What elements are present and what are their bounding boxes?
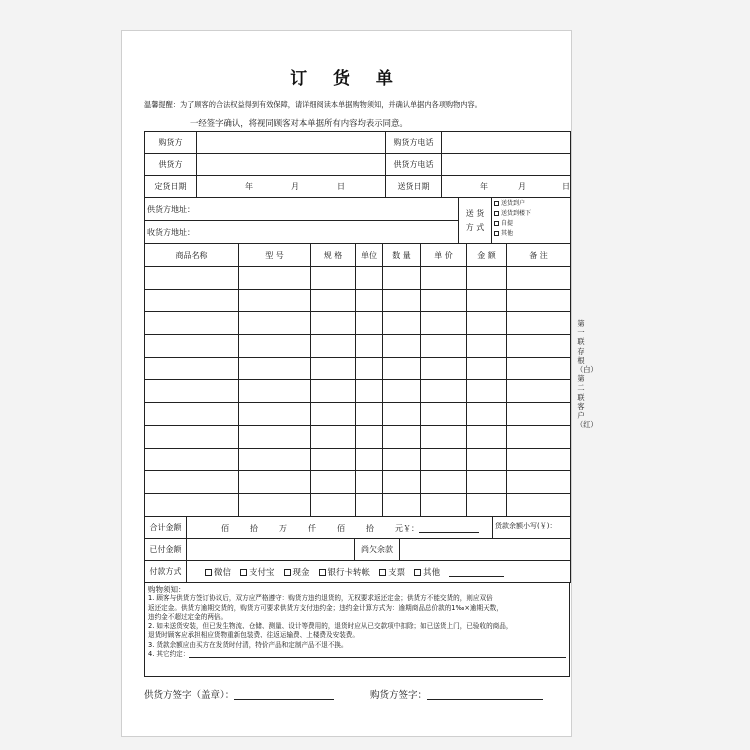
table-cell[interactable] xyxy=(239,425,311,448)
header-table xyxy=(144,131,571,198)
table-cell[interactable] xyxy=(383,380,421,403)
table-cell[interactable] xyxy=(239,289,311,312)
payment-option-label: 支付宝 xyxy=(249,567,275,578)
paid-amount-field[interactable] xyxy=(187,539,355,561)
table-cell[interactable] xyxy=(239,312,311,335)
other-terms-label: 4. 其它约定： xyxy=(148,650,190,659)
notes-line: 1. 顾客与供货方签订协议后，双方应严格遵守：购货方违约退货的，无权要求返还定金；供货方不能交货的，则应双倍 xyxy=(148,594,493,603)
table-cell[interactable] xyxy=(356,448,383,471)
notes-line: 返还定金。供货方逾期交货的，购货方可要求供货方支付违约金；违约金计算方式为：逾期商品总价款的1‰×逾期天数， xyxy=(148,603,503,612)
delivery-option[interactable]: 送货到楼下 xyxy=(494,209,568,219)
table-cell[interactable] xyxy=(421,380,467,403)
column-header: 单 价 xyxy=(421,244,467,267)
table-cell[interactable] xyxy=(421,448,467,471)
buyer-phone-field[interactable] xyxy=(442,132,571,154)
table-cell[interactable] xyxy=(383,448,421,471)
table-cell[interactable] xyxy=(145,357,239,380)
items-table xyxy=(144,243,571,517)
unit-text: 拾 xyxy=(250,523,258,533)
table-cell[interactable] xyxy=(356,403,383,426)
warning-text: 温馨提醒：为了顾客的合法权益得到有效保障，请详细阅读本单据购物须知，并确认单据内各项购物内容。 xyxy=(144,100,482,109)
table-cell[interactable] xyxy=(311,335,356,358)
table-cell[interactable] xyxy=(507,267,571,290)
order-date-field[interactable] xyxy=(197,176,386,198)
table-cell[interactable] xyxy=(383,267,421,290)
payment-option-label: 银行卡转帐 xyxy=(327,567,371,578)
table-cell[interactable] xyxy=(421,335,467,358)
delivery-option[interactable]: 自提 xyxy=(494,219,568,229)
unit-text: 元￥： xyxy=(395,523,419,533)
table-row xyxy=(145,357,571,380)
buyer-phone-label: 购货方电话 xyxy=(386,132,442,154)
order-form-page xyxy=(121,30,598,737)
payment-option[interactable] xyxy=(319,568,371,578)
table-cell[interactable] xyxy=(145,471,239,494)
order-date-label: 定货日期 xyxy=(145,176,197,198)
supplier-address-field[interactable] xyxy=(145,198,459,221)
checkbox-icon[interactable] xyxy=(379,569,386,576)
table-row xyxy=(145,493,571,516)
table-cell[interactable] xyxy=(421,403,467,426)
column-header: 数 量 xyxy=(383,244,421,267)
table-cell[interactable] xyxy=(421,289,467,312)
total-label: 合计金额 xyxy=(145,517,187,539)
supplier-signature-field[interactable] xyxy=(234,689,334,700)
notes-line: 3. 货款余额应由买方在发货时付清，特价产品和定制产品不退不换。 xyxy=(148,640,348,649)
column-header: 规 格 xyxy=(311,244,356,267)
table-cell[interactable] xyxy=(507,312,571,335)
table-cell[interactable] xyxy=(356,335,383,358)
unit-text: 拾 xyxy=(366,523,374,533)
checkbox-icon[interactable] xyxy=(414,569,421,576)
table-cell[interactable] xyxy=(356,380,383,403)
table-cell[interactable] xyxy=(311,380,356,403)
column-header: 型 号 xyxy=(239,244,311,267)
table-cell[interactable] xyxy=(507,493,571,516)
table-cell[interactable] xyxy=(507,335,571,358)
table-cell[interactable] xyxy=(467,425,507,448)
checkbox-icon[interactable] xyxy=(494,231,499,236)
table-cell[interactable] xyxy=(383,335,421,358)
payment-option-label: 其他 xyxy=(423,567,441,578)
table-row xyxy=(145,380,571,403)
table-cell[interactable] xyxy=(356,493,383,516)
table-row xyxy=(145,335,571,358)
payment-option[interactable] xyxy=(205,568,231,578)
purchase-notes xyxy=(144,582,570,677)
items-header-row xyxy=(145,244,571,267)
buyer-signature-field[interactable] xyxy=(427,689,543,700)
checkbox-icon[interactable] xyxy=(319,569,326,576)
table-cell[interactable] xyxy=(383,403,421,426)
confirm-text: 一经签字确认，将视同顾客对本单据所有内容均表示同意。 xyxy=(190,118,408,128)
receiver-address-field[interactable] xyxy=(145,221,459,244)
year-text: 年 xyxy=(245,182,253,191)
supplier-address-label: 供货方地址： xyxy=(147,204,195,214)
total-amount-words[interactable] xyxy=(187,517,493,539)
table-cell[interactable] xyxy=(145,335,239,358)
table-row xyxy=(145,267,571,290)
delivery-options xyxy=(492,198,571,244)
table-cell[interactable] xyxy=(145,289,239,312)
checkbox-icon[interactable] xyxy=(494,201,499,206)
notes-heading: 购物须知： xyxy=(148,585,186,594)
column-header: 备 注 xyxy=(507,244,571,267)
table-cell[interactable] xyxy=(383,425,421,448)
table-cell[interactable] xyxy=(507,357,571,380)
table-cell[interactable] xyxy=(507,289,571,312)
day-text: 日 xyxy=(337,182,345,191)
payment-options xyxy=(187,561,571,583)
payment-option[interactable] xyxy=(414,568,440,578)
delivery-date-label: 送货日期 xyxy=(386,176,442,198)
table-cell[interactable] xyxy=(145,493,239,516)
year-text: 年 xyxy=(480,182,488,191)
supplier-phone-label: 供货方电话 xyxy=(386,154,442,176)
checkbox-icon[interactable] xyxy=(240,569,247,576)
delivery-option[interactable]: 其他 xyxy=(494,229,568,239)
day-text: 日 xyxy=(562,182,570,191)
paid-label: 已付金额 xyxy=(145,539,187,561)
table-cell[interactable] xyxy=(421,312,467,335)
totals-table xyxy=(144,516,571,561)
table-cell[interactable] xyxy=(421,471,467,494)
receiver-address-label: 收货方地址： xyxy=(147,227,195,237)
table-cell[interactable] xyxy=(467,289,507,312)
table-cell[interactable] xyxy=(467,335,507,358)
payment-option[interactable] xyxy=(284,568,310,578)
table-cell[interactable] xyxy=(467,312,507,335)
table-cell[interactable] xyxy=(356,425,383,448)
payment-option-label: 现金 xyxy=(292,567,310,578)
table-cell[interactable] xyxy=(507,403,571,426)
table-row xyxy=(145,425,571,448)
table-cell[interactable] xyxy=(239,403,311,426)
table-cell[interactable] xyxy=(145,380,239,403)
checkbox-icon[interactable] xyxy=(205,569,212,576)
payment-option[interactable] xyxy=(379,568,405,578)
table-cell[interactable] xyxy=(421,357,467,380)
table-cell[interactable] xyxy=(311,425,356,448)
supplier-field[interactable] xyxy=(197,154,386,176)
supplier-label: 供货方 xyxy=(145,154,197,176)
table-cell[interactable] xyxy=(421,425,467,448)
notes-line xyxy=(148,650,566,659)
table-cell[interactable] xyxy=(239,357,311,380)
table-cell[interactable] xyxy=(383,493,421,516)
checkbox-icon[interactable] xyxy=(284,569,291,576)
buyer-label: 购货方 xyxy=(145,132,197,154)
table-cell[interactable] xyxy=(311,471,356,494)
table-cell[interactable] xyxy=(383,471,421,494)
table-cell[interactable] xyxy=(239,335,311,358)
table-cell[interactable] xyxy=(239,380,311,403)
table-cell[interactable] xyxy=(239,471,311,494)
table-cell[interactable] xyxy=(383,289,421,312)
table-cell[interactable] xyxy=(421,267,467,290)
month-text: 月 xyxy=(518,182,526,191)
table-cell[interactable] xyxy=(145,267,239,290)
table-cell[interactable] xyxy=(467,448,507,471)
table-cell[interactable] xyxy=(383,312,421,335)
owed-cell xyxy=(355,539,571,561)
copy-note: 第一联存根（白）第二联客户（红） xyxy=(576,319,598,430)
checkbox-icon[interactable] xyxy=(494,221,499,226)
buyer-signature-label: 购货方签字： xyxy=(370,690,428,701)
payment-option[interactable] xyxy=(240,568,275,578)
delivery-method-label: 送 货 方 式 xyxy=(459,198,492,244)
table-cell[interactable] xyxy=(507,448,571,471)
table-cell[interactable] xyxy=(311,448,356,471)
delivery-date-field[interactable] xyxy=(442,176,571,198)
table-cell[interactable] xyxy=(145,425,239,448)
table-cell[interactable] xyxy=(356,471,383,494)
table-cell[interactable] xyxy=(239,448,311,471)
buyer-signature xyxy=(370,687,543,701)
column-header: 金 额 xyxy=(467,244,507,267)
table-cell[interactable] xyxy=(507,471,571,494)
table-cell[interactable] xyxy=(467,471,507,494)
delivery-option[interactable]: 送货到户 xyxy=(494,199,568,209)
checkbox-icon[interactable] xyxy=(494,211,499,216)
table-cell[interactable] xyxy=(311,267,356,290)
address-table xyxy=(144,197,571,244)
form-title: 订 货 单 xyxy=(290,69,403,89)
table-cell[interactable] xyxy=(421,493,467,516)
table-cell[interactable] xyxy=(356,289,383,312)
payment-label: 付款方式 xyxy=(145,561,187,583)
notes-line: 2. 如未送货安装，但已发生物流、仓储、测量、设计等费用的，退货时应从已交款项中扣除；如已送货上门，已验收的商品， xyxy=(148,622,513,631)
table-cell[interactable] xyxy=(467,380,507,403)
table-cell[interactable] xyxy=(311,403,356,426)
table-cell[interactable] xyxy=(356,312,383,335)
buyer-field[interactable] xyxy=(197,132,386,154)
table-cell[interactable] xyxy=(239,267,311,290)
table-row xyxy=(145,448,571,471)
supplier-phone-field[interactable] xyxy=(442,154,571,176)
table-cell[interactable] xyxy=(507,425,571,448)
table-cell[interactable] xyxy=(467,357,507,380)
month-text: 月 xyxy=(291,182,299,191)
payment-option-label: 支票 xyxy=(388,567,406,578)
table-row xyxy=(145,289,571,312)
table-cell[interactable] xyxy=(467,403,507,426)
table-row xyxy=(145,471,571,494)
table-cell[interactable] xyxy=(467,493,507,516)
table-cell[interactable] xyxy=(356,357,383,380)
payment-option-label: 微信 xyxy=(214,567,232,578)
table-cell[interactable] xyxy=(507,380,571,403)
table-cell[interactable] xyxy=(145,448,239,471)
supplier-signature-label: 供货方签字（盖章）： xyxy=(144,690,235,701)
payment-table xyxy=(144,560,571,583)
table-cell[interactable] xyxy=(311,312,356,335)
table-cell[interactable] xyxy=(467,267,507,290)
other-payment-field[interactable] xyxy=(449,566,504,577)
unit-text: 佰 xyxy=(337,523,345,533)
table-cell[interactable] xyxy=(311,289,356,312)
balance-words-label: 货款余额小写(￥)： xyxy=(495,522,557,530)
column-header: 单位 xyxy=(356,244,383,267)
total-amount-field[interactable] xyxy=(419,522,479,533)
table-cell[interactable] xyxy=(311,493,356,516)
table-cell[interactable] xyxy=(311,357,356,380)
column-header: 商品名称 xyxy=(145,244,239,267)
table-row xyxy=(145,403,571,426)
table-cell[interactable] xyxy=(145,403,239,426)
unit-text: 仟 xyxy=(308,523,316,533)
table-cell[interactable] xyxy=(239,493,311,516)
table-row xyxy=(145,312,571,335)
table-cell[interactable] xyxy=(383,357,421,380)
notes-line: 退货时顾客应承担相应货物重新包装费、往返运输费、上楼费及安装费。 xyxy=(148,631,359,640)
unit-text: 佰 xyxy=(221,523,229,533)
owed-label: 尚欠余款 xyxy=(355,539,400,560)
table-cell[interactable] xyxy=(356,267,383,290)
balance-words-cell[interactable] xyxy=(493,517,571,539)
table-cell[interactable] xyxy=(145,312,239,335)
notes-line: 违约金不超过定金的两倍。 xyxy=(148,612,228,621)
unit-text: 万 xyxy=(279,523,287,533)
other-terms-field[interactable] xyxy=(189,650,566,658)
supplier-signature xyxy=(144,687,334,701)
